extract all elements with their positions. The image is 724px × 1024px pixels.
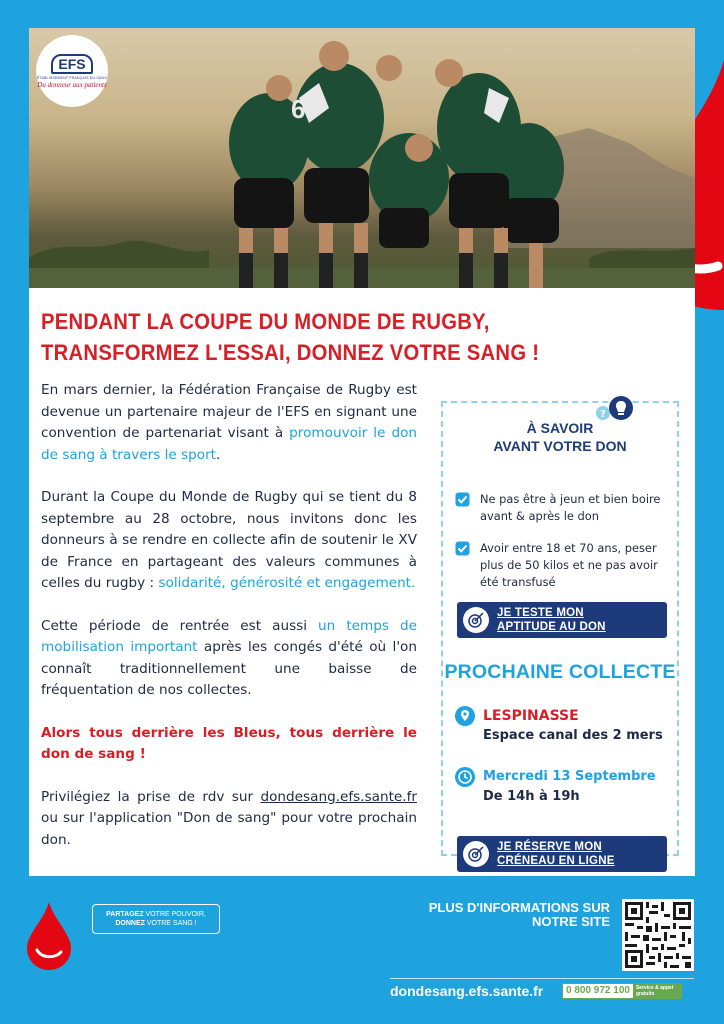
blood-drop-icon	[24, 902, 74, 970]
slogan-text-1: VOTRE POUVOIR,	[143, 911, 206, 918]
p5-end: ou sur l'application "Don de sang" pour votre prochain don.	[41, 810, 417, 848]
requirement-item	[455, 491, 675, 525]
paragraph-3	[41, 616, 417, 702]
phone-number: 0 800 972 100	[566, 985, 630, 996]
headline	[41, 306, 630, 368]
location-pin-icon	[455, 706, 475, 726]
checkbox-icon	[455, 541, 470, 556]
efs-logo	[36, 35, 108, 107]
requirement-item	[455, 540, 675, 591]
reserve-button-line-1: JE RÉSERVE MON	[497, 841, 602, 853]
paragraph-1	[41, 380, 417, 466]
paragraph-2	[41, 487, 417, 595]
collection-date: Mercredi 13 Septembre	[483, 769, 656, 784]
headline-line-1: PENDANT LA COUPE DU MONDE DE RUGBY,	[41, 309, 490, 334]
phone-note: Service & appel gratuits	[633, 984, 681, 998]
phone-badge[interactable]	[562, 983, 682, 999]
collection-hours: De 14h à 19h	[483, 789, 580, 804]
clock-icon	[455, 767, 475, 787]
test-button-line-2: APTITUDE AU DON	[497, 621, 606, 633]
p2-text: Durant la Coupe du Monde de Rugby qui se tient du 8 septembre au 28 octobre, nous invitons donc les donneurs à se rendre en collecte afin de soutenir le XV de France en partageant des valeurs communes à celles du rugby :	[41, 489, 417, 591]
location-city: LESPINASSE	[483, 708, 579, 724]
rugby-team-photo	[29, 28, 695, 288]
target-icon	[463, 841, 489, 867]
footer-divider	[390, 978, 694, 979]
slogan-bold-1: PARTAGEZ	[106, 911, 144, 918]
box-title	[443, 419, 677, 455]
p3-text: Cette période de rentrée est aussi	[41, 617, 319, 634]
logo-tagline: Du donneur aux patients	[37, 80, 107, 89]
p5-text: Privilégiez la prise de rdv sur	[41, 788, 261, 805]
box-title-line-1: À SAVOIR	[526, 420, 594, 436]
slogan-text-2: VOTRE SANG !	[144, 920, 197, 927]
test-aptitude-button[interactable]	[457, 602, 667, 638]
more-info-line-2: NOTRE SITE	[531, 914, 610, 929]
date-block	[455, 767, 656, 807]
headline-line-2: TRANSFORMEZ L'ESSAI, DONNEZ VOTRE SANG !	[41, 340, 540, 365]
paragraph-5	[41, 787, 417, 852]
info-box	[441, 401, 679, 867]
location-place: Espace canal des 2 mers	[483, 728, 663, 743]
paragraph-4: Alors tous derrière les Bleus, tous derrière le don de sang !	[41, 724, 417, 762]
logo-subtitle: ÉTABLISSEMENT FRANÇAIS DU SANG	[36, 75, 108, 80]
checkbox-icon	[455, 492, 470, 507]
svg-text:?: ?	[600, 409, 606, 420]
flyer-card	[29, 28, 695, 876]
svg-text:6: 6	[291, 94, 306, 124]
p3-end: après les congés d'été où l'on connaît traditionnellement une baisse de fréquentation de nos collectes.	[41, 639, 417, 698]
location-block	[455, 706, 663, 746]
body-text	[41, 380, 417, 851]
p1-text: En mars dernier, la Fédération Française de Rugby est devenue un partenaire majeur de l'EFS en signant une convention de partenariat visant à	[41, 382, 417, 441]
requirement-text: Ne pas être à jeun et bien boire avant & après le don	[480, 492, 661, 523]
p3-highlight: un temps de mobilisation important	[41, 617, 417, 655]
more-info-line-1: PLUS D'INFORMATIONS SUR	[428, 900, 610, 915]
qr-code-icon[interactable]	[622, 899, 694, 971]
p1-end: .	[216, 446, 221, 463]
reserve-button-line-2: CRÉNEAU EN LIGNE	[497, 855, 615, 867]
p2-highlight: solidarité, générosité et engagement.	[158, 575, 416, 591]
website-link[interactable]: dondesang.efs.sante.fr	[260, 788, 417, 805]
slogan-bold-2: DONNEZ	[115, 920, 145, 927]
p1-highlight: promouvoir le don de sang à travers le sport	[41, 425, 418, 463]
reserve-slot-button[interactable]	[457, 836, 667, 872]
test-button-line-1: JE TESTE MON	[497, 607, 584, 619]
slogan-bubble	[92, 904, 220, 934]
footer-website-link[interactable]: dondesang.efs.sante.fr	[390, 983, 544, 999]
target-icon	[463, 607, 489, 633]
more-info-heading	[386, 901, 610, 929]
requirement-text: Avoir entre 18 et 70 ans, peser plus de 50 kilos et ne pas avoir été transfusé	[480, 541, 658, 589]
next-collection-title: PROCHAINE COLLECTE	[444, 661, 676, 683]
logo-brand: EFS	[51, 54, 92, 74]
box-title-line-2: AVANT VOTRE DON	[493, 438, 627, 454]
